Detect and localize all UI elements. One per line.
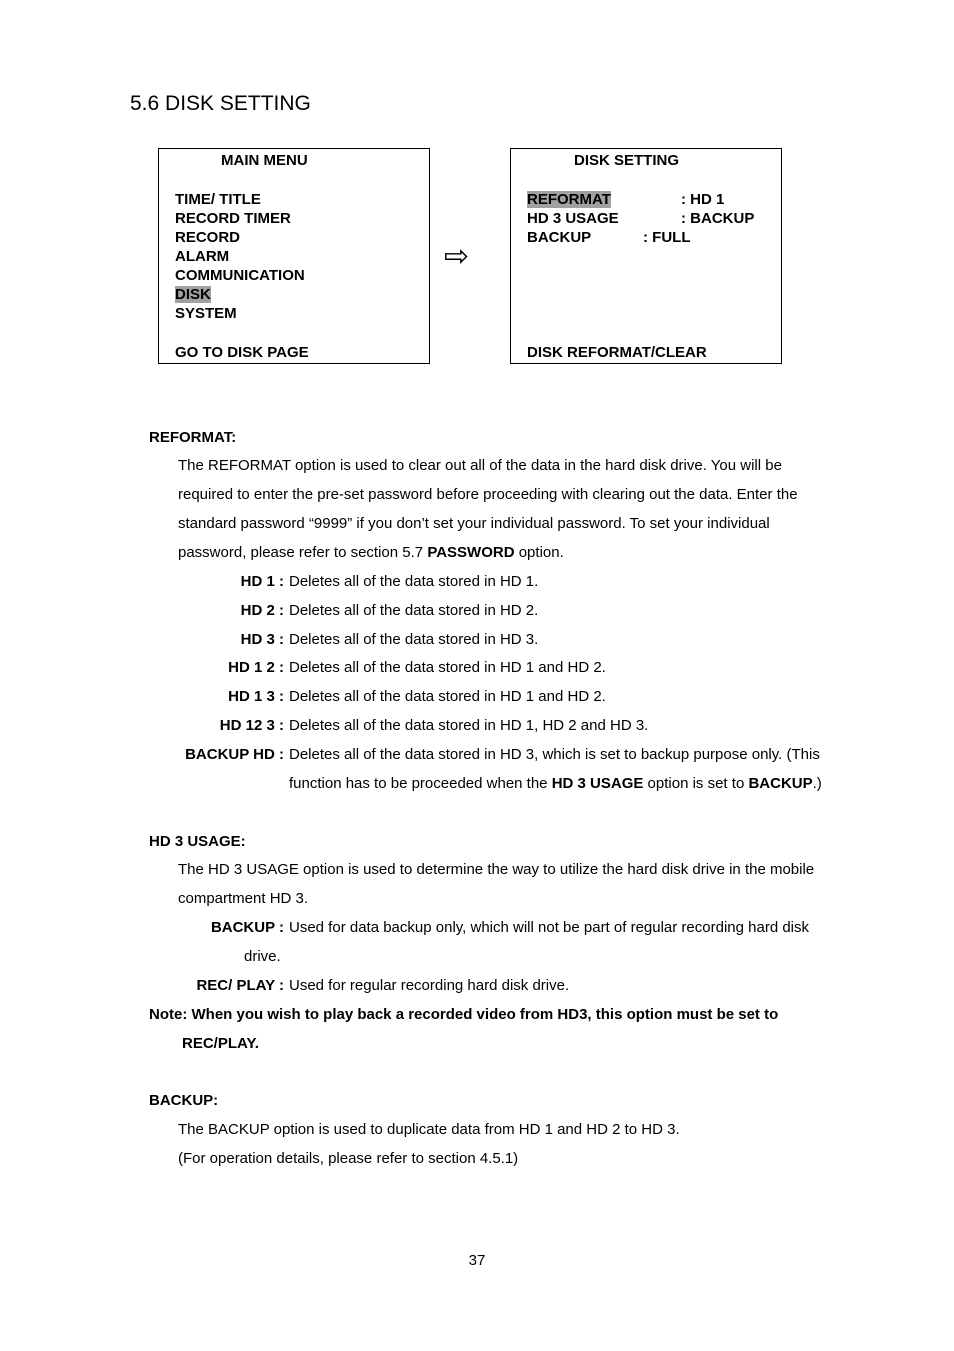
option-desc-hd1: Deletes all of the data stored in HD 1. xyxy=(289,573,539,590)
reformat-para-line: password, please refer to section 5.7 PASSWORD option. xyxy=(178,544,564,561)
reformat-heading: REFORMAT: xyxy=(149,429,237,446)
disk-row-backup-label: BACKUP xyxy=(527,229,592,246)
option-label-backup-hd: BACKUP HD : xyxy=(185,746,284,763)
option-label-hd13: HD 1 3 : xyxy=(228,688,284,705)
option-desc-hd2: Deletes all of the data stored in HD 2. xyxy=(289,602,539,619)
option-desc-hd12: Deletes all of the data stored in HD 1 and HD 2. xyxy=(289,659,606,676)
section-title: 5.6 DISK SETTING xyxy=(130,92,311,115)
menu-item-alarm: ALARM xyxy=(175,248,230,265)
backup-heading: BACKUP: xyxy=(149,1092,219,1109)
option-desc-hd123: Deletes all of the data stored in HD 1, HD 2 and HD 3. xyxy=(289,717,649,734)
option-desc-hd13: Deletes all of the data stored in HD 1 and HD 2. xyxy=(289,688,606,705)
backup-para-line: (For operation details, please refer to section 4.5.1) xyxy=(178,1150,519,1167)
usage-desc-backup: Used for data backup only, which will not be part of regular recording hard disk xyxy=(289,919,809,936)
page-number: 37 xyxy=(468,1252,486,1269)
menu-item-disk: DISK xyxy=(175,286,211,303)
menu-item-record: RECORD xyxy=(175,229,241,246)
hd3usage-heading: HD 3 USAGE: xyxy=(149,833,246,850)
usage-desc-backup-cont: drive. xyxy=(244,948,281,965)
hd3usage-para-line: The HD 3 USAGE option is used to determine the way to utilize the hard disk drive in the mobile xyxy=(178,861,815,878)
reformat-para-line: required to enter the pre-set password before proceeding with clearing out the data. Enter the xyxy=(178,486,798,503)
note-line-2: REC/PLAY. xyxy=(182,1035,259,1052)
option-desc-backup-hd-cont: function has to be proceeded when the HD 3 USAGE option is set to BACKUP.) xyxy=(289,775,822,792)
disk-row-hd3usage-label: HD 3 USAGE xyxy=(527,210,619,227)
reformat-para-line: standard password “9999” if you don’t set your individual password. To set your individual xyxy=(178,515,770,532)
password-keyword: PASSWORD xyxy=(427,544,515,561)
usage-label-recplay: REC/ PLAY : xyxy=(196,977,284,994)
disk-row-reformat-value: : HD 1 xyxy=(681,191,725,208)
menu-item-communication: COMMUNICATION xyxy=(175,267,305,284)
option-label-hd2: HD 2 : xyxy=(240,602,284,619)
main-menu-footer: GO TO DISK PAGE xyxy=(175,344,309,361)
usage-desc-recplay: Used for regular recording hard disk drive. xyxy=(289,977,570,994)
menu-item-system: SYSTEM xyxy=(175,305,237,322)
menu-item-time-title: TIME/ TITLE xyxy=(175,191,261,208)
disk-setting-box xyxy=(510,148,782,364)
option-label-hd3: HD 3 : xyxy=(240,631,284,648)
main-menu-title: MAIN MENU xyxy=(221,152,308,169)
disk-setting-footer: DISK REFORMAT/CLEAR xyxy=(527,344,707,361)
disk-setting-title: DISK SETTING xyxy=(574,152,680,169)
menu-item-record-timer: RECORD TIMER xyxy=(175,210,291,227)
disk-row-hd3usage-value: : BACKUP xyxy=(681,210,755,227)
disk-row-backup-value: : FULL xyxy=(643,229,691,246)
option-desc-hd3: Deletes all of the data stored in HD 3. xyxy=(289,631,539,648)
right-arrow-icon: ⇨ xyxy=(444,240,470,273)
option-desc-backup-hd: Deletes all of the data stored in HD 3, which is set to backup purpose only. (This xyxy=(289,746,820,763)
backup-para-line: The BACKUP option is used to duplicate data from HD 1 and HD 2 to HD 3. xyxy=(178,1121,680,1138)
reformat-para-line: The REFORMAT option is used to clear out all of the data in the hard disk drive. You will be xyxy=(178,457,782,474)
option-label-hd1: HD 1 : xyxy=(240,573,284,590)
option-label-hd12: HD 1 2 : xyxy=(228,659,284,676)
hd3usage-para-line: compartment HD 3. xyxy=(178,890,309,907)
main-menu-box xyxy=(158,148,430,364)
usage-label-backup: BACKUP : xyxy=(210,919,284,936)
disk-row-reformat-label: REFORMAT xyxy=(527,191,611,208)
note-line-1: Note: When you wish to play back a recorded video from HD3, this option must be set to xyxy=(149,1006,779,1023)
option-label-hd123: HD 12 3 : xyxy=(219,717,284,734)
